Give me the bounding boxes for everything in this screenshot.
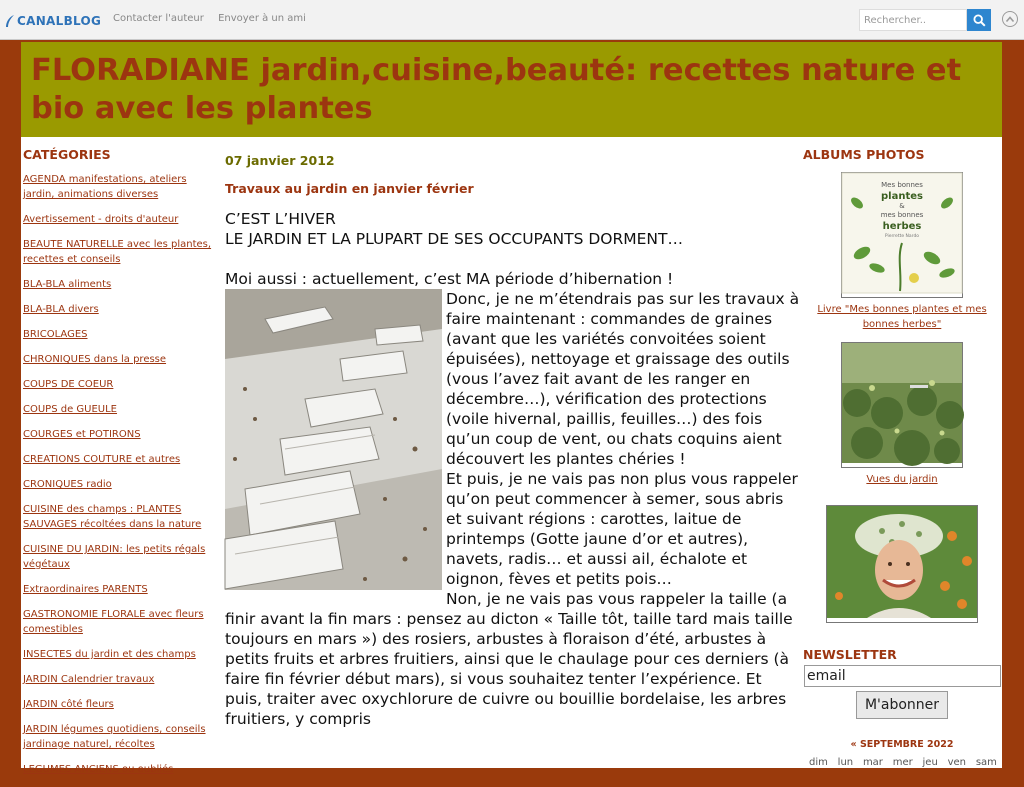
calendar-month-link[interactable]: « SEPTEMBRE 2022 — [850, 739, 954, 750]
newsletter-email-input[interactable] — [804, 665, 1001, 687]
list-item — [23, 722, 219, 752]
weekday-label: jeu — [922, 757, 938, 768]
list-item — [23, 502, 219, 532]
category-link[interactable]: COURGES et POTIRONS — [23, 429, 141, 440]
category-link[interactable]: BRICOLAGES — [23, 329, 88, 340]
category-link[interactable]: JARDIN légumes quotidiens, conseils jardinage naturel, récoltes — [23, 724, 206, 750]
search-button[interactable] — [967, 9, 991, 31]
chevron-up-icon — [1005, 15, 1015, 23]
post-paragraph: Et puis, je ne vais pas non plus vous rappeler qu’on peut commencer à semer, sous abris et suivant régions : carottes, laitue de printemps (Gotte jaune d’or et autres), navets, radis… et aussi ail, échalote et oignon, fèves et petits pois… — [446, 470, 798, 588]
album-garden-thumbnail[interactable] — [841, 342, 963, 468]
category-link[interactable]: CRONIQUES radio — [23, 479, 112, 490]
post-line: C’EST L’HIVER — [225, 210, 336, 228]
category-link[interactable]: JARDIN Calendrier travaux — [23, 674, 155, 685]
categories-sidebar — [23, 147, 219, 787]
list-item — [23, 237, 219, 267]
contact-author-link[interactable]: Contacter l'auteur — [113, 13, 204, 24]
list-item — [23, 402, 219, 417]
book-author: Pierrette Nardo — [884, 234, 920, 239]
album-book-thumbnail[interactable] — [841, 172, 963, 298]
weekday-label: dim — [809, 757, 828, 768]
list-item — [23, 582, 219, 597]
album-garden-caption[interactable]: Vues du jardin — [866, 474, 938, 485]
author-portrait-image — [827, 506, 977, 618]
list-item — [23, 377, 219, 392]
category-link[interactable]: AGENDA manifestations, ateliers jardin, animations diverses — [23, 174, 187, 200]
list-item — [23, 672, 219, 687]
category-link[interactable]: CREATIONS COUTURE et autres — [23, 454, 181, 465]
post-paragraph: Donc, je ne m’étendrais pas sur les travaux à faire maintenant : commandes de graines (avant que les variétés convoitées soient épuisées), nettoyage et graissage des outils (vous l’avez fait avant de les ranger en décembre…), vérification des protections (voile hivernal, paillis, feuilles…) des fois qu’un coup de vent, ou chats coquins aient découvert les plantes chéries ! — [446, 290, 800, 468]
list-item — [23, 697, 219, 712]
category-link[interactable]: INSECTES du jardin et des champs — [23, 649, 196, 660]
category-link[interactable]: CHRONIQUES dans la presse — [23, 354, 167, 365]
subscribe-button[interactable]: M'abonner — [856, 691, 948, 719]
album-portrait-thumbnail[interactable] — [826, 505, 978, 623]
book-cover-line: herbes — [882, 221, 922, 232]
list-item — [23, 647, 219, 662]
weekday-label: mar — [862, 757, 883, 768]
main-post — [225, 153, 800, 729]
snowy-garden-photo[interactable] — [225, 289, 442, 590]
album-portrait — [803, 505, 1001, 623]
send-to-friend-link[interactable]: Envoyer à un ami — [218, 13, 306, 24]
category-link[interactable]: CUISINE des champs : PLANTES SAUVAGES récoltées dans la nature — [23, 504, 202, 530]
album-garden — [803, 342, 1001, 487]
calendar-weekdays — [803, 757, 1001, 768]
book-cover-line: & — [899, 202, 905, 210]
canalblog-logo-text: CANALBLOG — [17, 14, 102, 28]
category-link[interactable]: JARDIN côté fleurs — [23, 699, 114, 710]
list-item — [23, 277, 219, 292]
album-book-caption[interactable]: Livre "Mes bonnes plantes et mes bonnes herbes" — [817, 304, 987, 330]
post-line: LE JARDIN ET LA PLUPART DE SES OCCUPANTS DORMENT… — [225, 230, 683, 248]
post-body — [225, 209, 800, 729]
list-item — [23, 302, 219, 317]
top-bar — [0, 0, 1024, 40]
weekday-label: sam — [975, 757, 997, 768]
book-cover-line: Mes bonnes — [881, 181, 923, 189]
snowy-garden-image — [225, 289, 442, 590]
albums-heading: ALBUMS PHOTOS — [803, 147, 925, 162]
list-item — [23, 762, 219, 777]
page-content — [21, 137, 1002, 775]
newsletter-heading: NEWSLETTER — [803, 647, 897, 662]
list-item — [23, 172, 219, 202]
category-link[interactable]: BLA-BLA divers — [23, 304, 99, 315]
list-item — [23, 352, 219, 367]
scroll-up-button[interactable] — [1002, 11, 1018, 27]
list-item — [23, 477, 219, 492]
right-sidebar — [803, 147, 1001, 768]
category-link[interactable]: BLA-BLA aliments — [23, 279, 112, 290]
categories-heading: CATÉGORIES — [23, 147, 111, 162]
list-item — [23, 427, 219, 442]
categories-list — [23, 172, 219, 777]
canalblog-feather-icon — [5, 14, 15, 28]
list-item — [23, 607, 219, 637]
post-line: Moi aussi : actuellement, c’est MA période d’hibernation ! — [225, 270, 674, 288]
list-item — [23, 452, 219, 467]
search-input[interactable] — [859, 9, 967, 31]
post-title[interactable]: Travaux au jardin en janvier février — [225, 181, 474, 196]
weekday-label: lun — [837, 757, 854, 768]
book-cover-image — [842, 173, 962, 293]
list-item — [23, 212, 219, 227]
post-date: 07 janvier 2012 — [225, 153, 335, 168]
weekday-label: mer — [892, 757, 913, 768]
canalblog-logo[interactable] — [5, 9, 101, 33]
blog-header — [21, 42, 1002, 137]
list-item — [23, 542, 219, 572]
list-item — [23, 327, 219, 342]
category-link[interactable]: COUPS DE COEUR — [23, 379, 114, 390]
top-links — [113, 13, 317, 24]
weekday-label: ven — [947, 757, 967, 768]
category-link[interactable]: BEAUTE NATURELLE avec les plantes, recettes et conseils — [23, 239, 212, 265]
book-cover-line: plantes — [881, 191, 923, 202]
garden-photo-image — [842, 343, 962, 463]
category-link[interactable]: Extraordinaires PARENTS — [23, 584, 148, 595]
blog-title[interactable]: FLORADIANE jardin,cuisine,beauté: recettes nature et bio avec les plantes — [31, 53, 962, 126]
category-link[interactable]: LEGUMES ANCIENS ou oubliés — [23, 764, 174, 775]
category-link[interactable]: Avertissement - droits d'auteur — [23, 214, 179, 225]
album-book — [803, 172, 1001, 332]
category-link[interactable]: COUPS de GUEULE — [23, 404, 118, 415]
category-link[interactable]: CUISINE DU JARDIN: les petits régals végétaux — [23, 544, 206, 570]
post-paragraph: Non, je ne vais pas vous rappeler la taille (a finir avant la fin mars : pensez au dicton « Taille tôt, taille tard mais taille toujours en mars ») des rosiers, arbustes à floraison d’été, arbustes à petits fruits et arbres fruitiers, ainsi que le chaulage pour ces derniers (à faire fin février début mars), si vous souhaitez tenter l’expérience. Et puis, traiter avec oxychlorure de cuivre ou bouillie bordelaise, les arbres fruitiers, y compris — [225, 590, 793, 728]
book-cover-line: mes bonnes — [880, 211, 924, 219]
search-icon — [973, 14, 986, 27]
category-link[interactable]: GASTRONOMIE FLORALE avec fleurs comestibles — [23, 609, 204, 635]
